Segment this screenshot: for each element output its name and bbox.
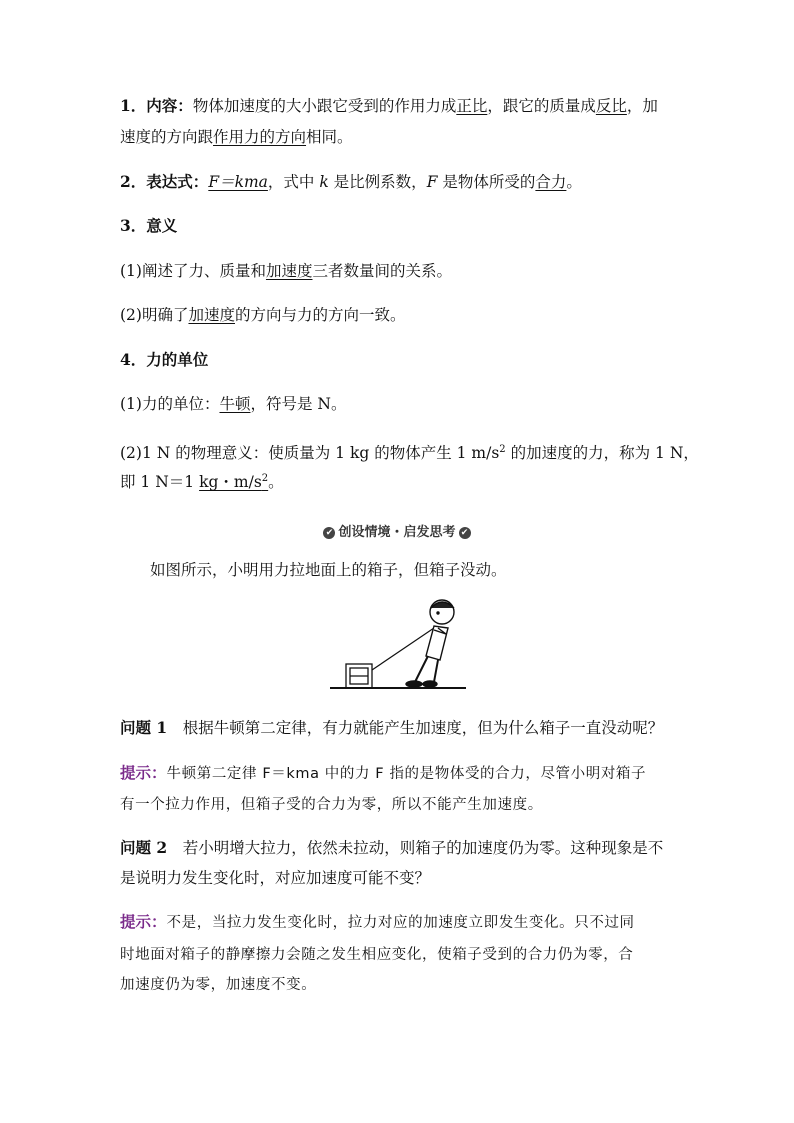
- text: 物体加速度的大小跟它受到的作用力成: [192, 97, 457, 115]
- answer-blank: [199, 473, 268, 491]
- answer-blank: 加速度: [188, 306, 235, 324]
- item-label: 意义: [146, 216, 178, 235]
- text: 。: [566, 173, 582, 191]
- item-4-sub-1: [120, 394, 680, 414]
- section-banner: [0, 521, 794, 540]
- hint-label: 提示：: [120, 912, 167, 931]
- text: 是物体所受的: [437, 173, 536, 191]
- hint-1-line-1: [120, 763, 680, 784]
- item-3-heading: [120, 216, 680, 236]
- text: 速度的方向跟: [120, 128, 214, 146]
- answer-blank: 合力: [535, 173, 567, 191]
- item-4-heading: [120, 350, 680, 370]
- question-label: 问题 1: [120, 718, 168, 737]
- item-1-line-1: [120, 96, 680, 116]
- text: 三者数量间的关系。: [312, 262, 452, 280]
- item-number: 3．: [120, 216, 147, 235]
- item-4-sub-2-line-2: [120, 469, 680, 492]
- text: 的方向与力的方向一致。: [234, 306, 406, 324]
- answer-blank: 作用力的方向: [213, 128, 307, 146]
- question-label: 问题 2: [120, 838, 168, 857]
- text: (2)1 N 的物理意义：使质量为 1 kg 的物体产生 1 m/s: [120, 444, 500, 463]
- text: ，加: [626, 97, 658, 115]
- superscript: 2: [499, 444, 506, 455]
- intro-text: 如图所示，小明用力拉地面上的箱子，但箱子没动。: [150, 561, 507, 579]
- hint-text: 不是，当拉力发生变化时，拉力对应的加速度立即发生变化。只不过同: [166, 915, 635, 931]
- text: 相同。: [306, 128, 353, 146]
- text: (2)明确了: [120, 306, 189, 324]
- hint-text: 牛顿第二定律 F＝kma 中的力 F 指的是物体受的合力，尽管小明对箱子: [166, 766, 647, 782]
- item-number: 1．: [120, 96, 147, 115]
- boy-icon: [406, 600, 454, 687]
- text: 是比例系数，: [328, 173, 427, 191]
- question-text: 是说明力发生变化时，对应加速度可能不变？: [120, 869, 431, 887]
- hint-2-line-1: [120, 912, 680, 933]
- answer-blank: 反比: [595, 97, 627, 115]
- item-3-sub-2: [120, 305, 680, 325]
- check-icon: ✔: [323, 527, 335, 539]
- item-label: 表达式：: [146, 172, 209, 191]
- hint-text: 加速度仍为零，加速度不变。: [120, 977, 317, 993]
- text: ，符号是 N。: [250, 395, 347, 413]
- text: ，跟它的质量成: [487, 97, 596, 115]
- hint-2-line-3: [120, 974, 680, 995]
- answer-blank: 牛顿: [219, 395, 251, 413]
- symbol: F: [426, 173, 438, 191]
- question-text: 若小明增大拉力，依然未拉动，则箱子的加速度仍为零。这种现象是不: [182, 839, 664, 857]
- unit-text: kg・m/s: [199, 473, 262, 492]
- question-2-line-1: [120, 838, 680, 858]
- item-number: 2．: [120, 172, 147, 191]
- item-3-sub-1: [120, 261, 680, 281]
- text: ，式中: [267, 173, 320, 191]
- superscript: 2: [261, 473, 269, 484]
- symbol: k: [319, 173, 329, 191]
- item-label: 力的单位: [146, 350, 209, 369]
- check-icon: ✔: [459, 527, 471, 539]
- hint-2-line-2: [120, 944, 680, 965]
- question-text: 根据牛顿第二定律，有力就能产生加速度，但为什么箱子一直没动呢？: [182, 719, 664, 737]
- hint-text: 时地面对箱子的静摩擦力会随之发生相应变化，使箱子受到的合力仍为零，合: [120, 947, 634, 963]
- question-1: [120, 718, 680, 738]
- box-icon: [346, 664, 372, 688]
- item-2: [120, 172, 680, 192]
- text: 的加速度的力，称为 1 N，: [505, 444, 699, 463]
- text: (1)力的单位：: [120, 395, 220, 413]
- item-number: 4．: [120, 350, 147, 369]
- item-label: 内容：: [146, 96, 193, 115]
- formula: F＝kma: [208, 173, 268, 191]
- hint-1-line-2: [120, 794, 680, 815]
- item-4-sub-2-line-1: [120, 440, 699, 463]
- hint-label: 提示：: [120, 763, 167, 782]
- boy-pulling-box-illustration: [330, 598, 466, 694]
- banner-title: 创设情境・启发思考: [338, 525, 456, 540]
- question-2-line-2: [120, 868, 680, 888]
- text: 即 1 N＝1: [120, 473, 200, 492]
- hint-text: 有一个拉力作用，但箱子受的合力为零，所以不能产生加速度。: [120, 797, 543, 813]
- text: 。: [268, 473, 284, 492]
- item-1-line-2: [120, 127, 680, 147]
- text: (1)阐述了力、质量和: [120, 262, 266, 280]
- answer-blank: 正比: [456, 97, 488, 115]
- answer-blank: 加速度: [265, 262, 313, 280]
